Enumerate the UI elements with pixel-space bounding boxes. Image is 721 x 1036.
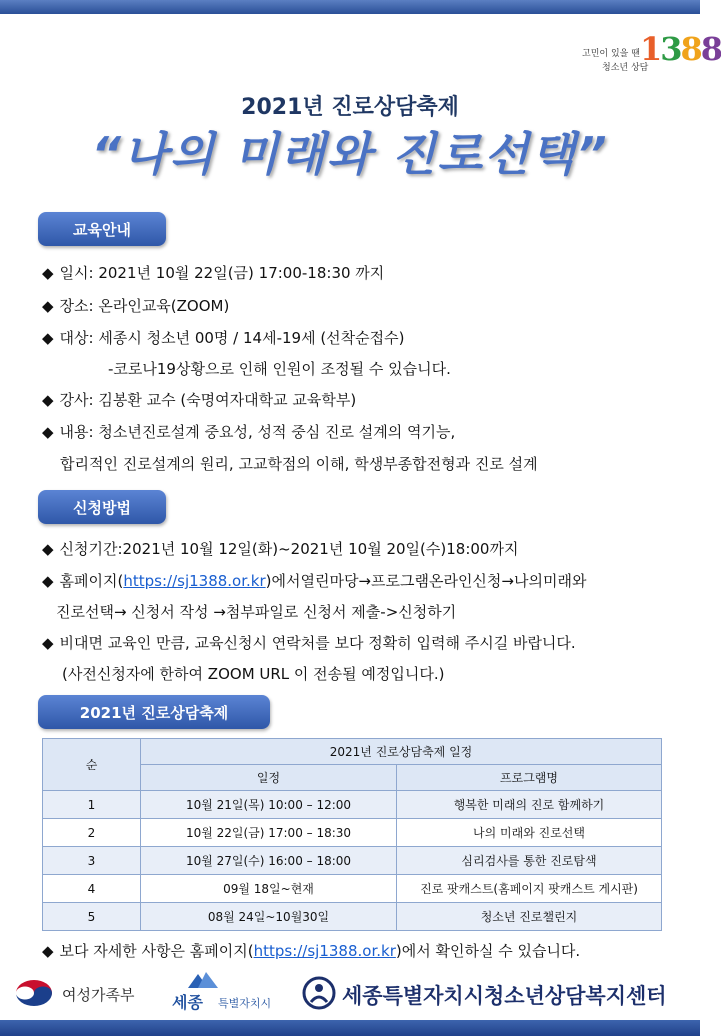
gov-ministry-name: 여성가족부 <box>62 986 135 1004</box>
youth-1388-logo <box>582 26 721 76</box>
homepage-link[interactable]: https://sj1388.or.kr <box>123 572 266 590</box>
section-festival-label: 2021년 진로상담축제 <box>38 695 270 729</box>
footer-note: ◆ 보다 자세한 사항은 홈페이지(https://sj1388.or.kr)에서 확인하실 수 있습니다. <box>42 942 581 960</box>
bullet-icon: ◆ <box>42 264 54 282</box>
row-program: 청소년 진로챌린지 <box>397 903 662 931</box>
education-datetime: ◆ 일시: 2021년 10월 22일(금) 17:00-18:30 까지 <box>42 264 385 282</box>
footer-homepage-link[interactable]: https://sj1388.or.kr <box>253 942 396 960</box>
education-content: ◆ 내용: 청소년진로설계 중요성, 성적 중심 진로 설계의 역기능, <box>42 423 456 441</box>
top-banner-bar <box>0 0 700 14</box>
counseling-center-name: 세종특별자치시청소년상담복지센터 <box>342 984 667 1008</box>
schedule-table <box>42 738 662 931</box>
row-program: 진로 팟캐스트(홈페이지 팟캐스트 게시판) <box>397 875 662 903</box>
section-apply-label: 신청방법 <box>38 490 166 524</box>
row-date: 09월 18일~현재 <box>141 875 397 903</box>
apply-steps: 진로선택→ 신청서 작성 →첨부파일로 신청서 제출->신청하기 <box>56 603 457 621</box>
row-no: 2 <box>43 819 141 847</box>
section-education-label: 교육안내 <box>38 212 166 246</box>
svg-text:세종: 세종 <box>172 993 203 1012</box>
education-content-cont: 합리적인 진로설계의 원리, 고교학점의 이해, 학생부종합전형과 진로 설계 <box>60 455 538 473</box>
logo-slogan-1: 고민이 있을 땐 <box>582 49 640 59</box>
schedule-group-header: 2021년 진로상담축제 일정 <box>141 739 662 765</box>
table-row <box>43 819 662 847</box>
row-date: 10월 27일(수) 16:00 – 18:00 <box>141 847 397 875</box>
row-date: 10월 21일(목) 10:00 – 12:00 <box>141 791 397 819</box>
table-header-row <box>43 739 662 765</box>
sejong-city-logo <box>168 970 288 1014</box>
logo-number: 1388 <box>640 30 721 68</box>
counseling-center-emblem-icon <box>300 976 338 1010</box>
bullet-icon: ◆ <box>42 329 54 347</box>
bullet-icon: ◆ <box>42 297 54 315</box>
row-date: 08월 24일~10월30일 <box>141 903 397 931</box>
row-program: 심리검사를 통한 진로탐색 <box>397 847 662 875</box>
education-lecturer: ◆ 강사: 김봉환 교수 (숙명여자대학교 교육학부) <box>42 391 357 409</box>
bottom-banner-bar <box>0 1020 700 1036</box>
logo-slogan-2: 청소년 상담 <box>602 63 649 73</box>
education-target: ◆ 대상: 세종시 청소년 00명 / 14세-19세 (선착순접수) <box>42 329 405 347</box>
page-subtitle: 2021년 진로상담축제 <box>241 95 459 120</box>
apply-homepage: ◆ 홈페이지(https://sj1388.or.kr)에서열린마당→프로그램온라인신청→나의미래와 <box>42 572 587 590</box>
table-row <box>43 875 662 903</box>
svg-text:특별자치시: 특별자치시 <box>218 997 272 1010</box>
sponsor-logos <box>0 968 700 1018</box>
bullet-icon: ◆ <box>42 540 54 558</box>
row-no: 4 <box>43 875 141 903</box>
row-program: 나의 미래와 진로선택 <box>397 819 662 847</box>
row-no: 1 <box>43 791 141 819</box>
col-no-header: 순 <box>43 739 141 791</box>
table-row <box>43 791 662 819</box>
bullet-icon: ◆ <box>42 423 54 441</box>
row-no: 5 <box>43 903 141 931</box>
education-target-note: -코로나19상황으로 인해 인원이 조정될 수 있습니다. <box>108 360 451 378</box>
education-place: ◆ 장소: 온라인교육(ZOOM) <box>42 297 230 315</box>
row-no: 3 <box>43 847 141 875</box>
table-row <box>43 903 662 931</box>
apply-notice: ◆ 비대면 교육인 만큼, 교육신청시 연락처를 보다 정확히 입력해 주시길 바랍니다. <box>42 634 576 652</box>
table-row <box>43 847 662 875</box>
col-program-header: 프로그램명 <box>397 765 662 791</box>
bullet-icon: ◆ <box>42 391 54 409</box>
taegeuk-emblem-icon <box>12 978 56 1008</box>
bullet-icon: ◆ <box>42 634 54 652</box>
page-title: “나의 미래와 진로선택” <box>91 127 609 181</box>
bullet-icon: ◆ <box>42 942 54 960</box>
col-date-header: 일정 <box>141 765 397 791</box>
apply-period: ◆ 신청기간:2021년 10월 12일(화)~2021년 10월 20일(수)18:00까지 <box>42 540 519 558</box>
row-date: 10월 22일(금) 17:00 – 18:30 <box>141 819 397 847</box>
apply-notice-cont: (사전신청자에 한하여 ZOOM URL 이 전송될 예정입니다.) <box>62 665 445 683</box>
row-program: 행복한 미래의 진로 함께하기 <box>397 791 662 819</box>
bullet-icon: ◆ <box>42 572 54 590</box>
